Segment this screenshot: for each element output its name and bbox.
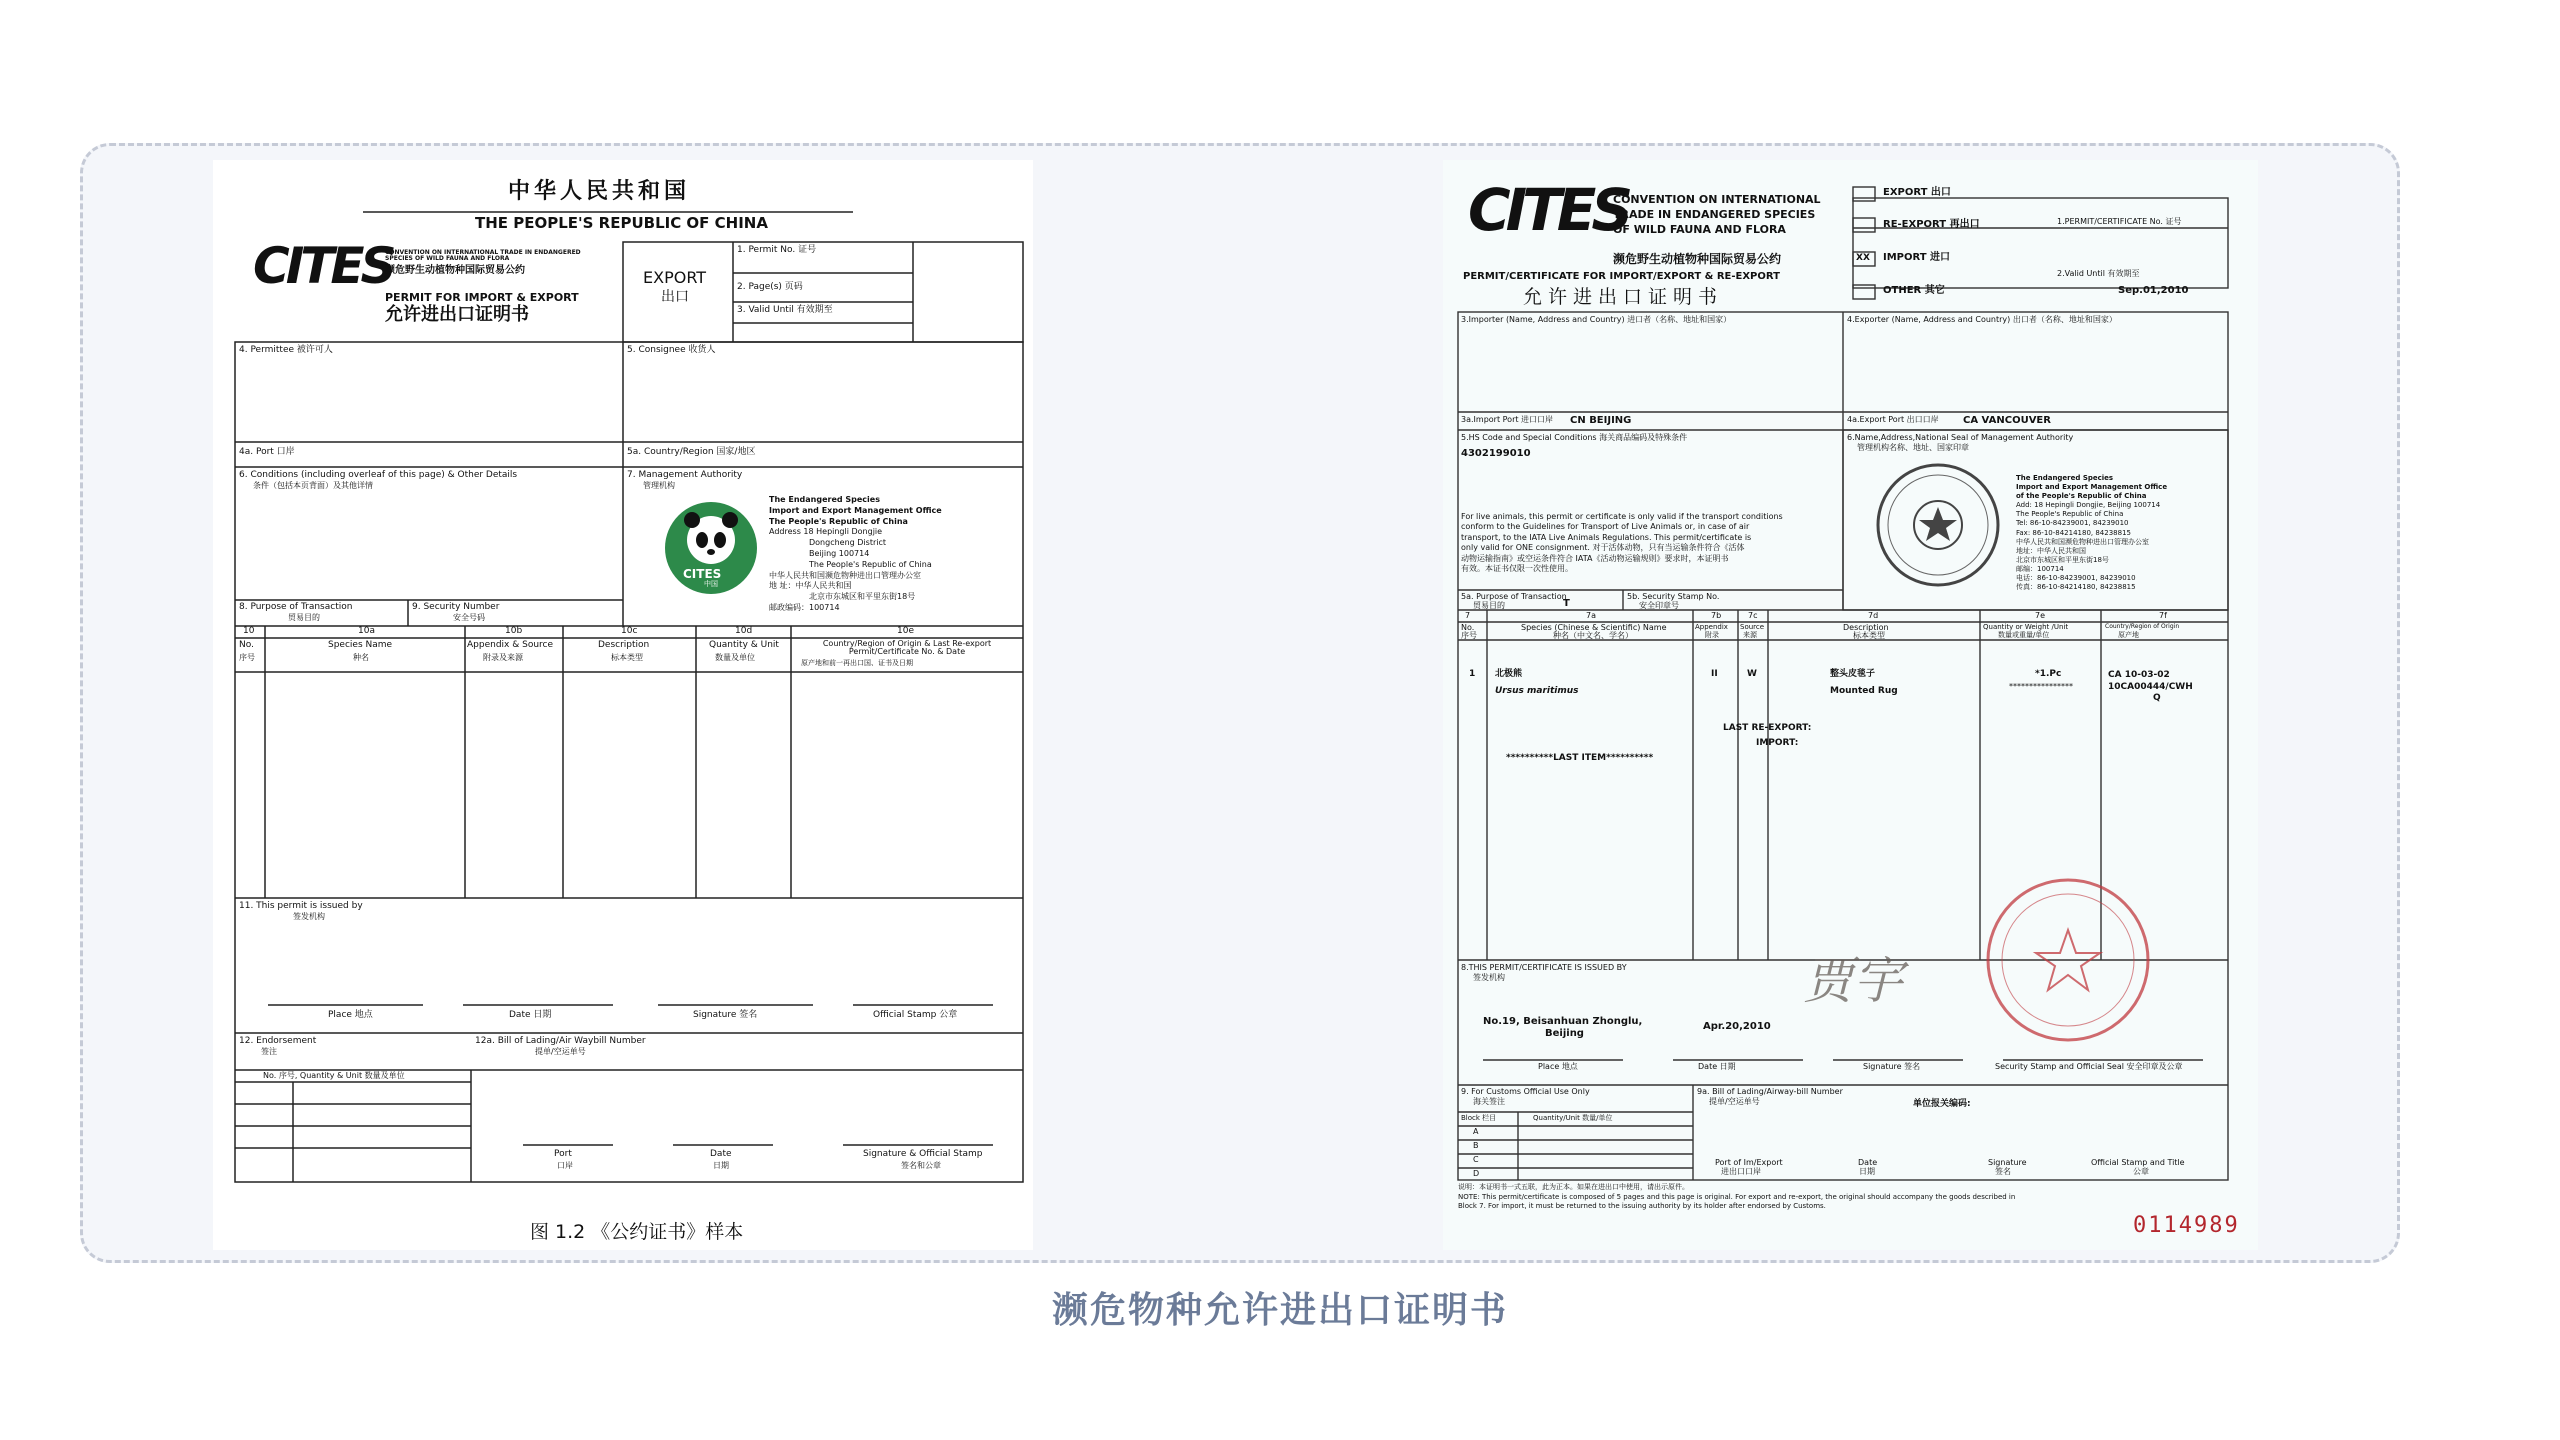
authority-line: 中华人民共和国濒危物种进出口管理办公室 [2016,537,2149,546]
last-reexport-label: LAST RE-EXPORT: [1723,723,1812,733]
col-head-no-cn: 序号 [1461,631,1477,640]
endorsement-subhead: No. 序号, Quantity & Unit 数量及单位 [263,1071,405,1080]
sig-signature: Signature 签名 [693,1010,758,1020]
col-head-no-cn: 序号 [239,653,255,662]
field-importer: 3.Importer (Name, Address and Country) 进口者（名称、地址和国家） [1461,315,1732,324]
field-issued-by: 11. This permit is issued by [239,901,363,911]
sig-official-seal: Security Stamp and Official Seal 安全印章及公章 [1995,1062,2183,1071]
bottom-date: Date [1858,1158,1878,1167]
authority-line: 地 址：中华人民共和国 [769,581,852,591]
col-head-appendix-cn: 附录 [1705,631,1719,639]
issue-address [1483,1016,1642,1040]
export-label-cn: 出口 [661,289,689,305]
row-origin-line: CA 10-03-02 [2108,670,2170,680]
authority-line: The People's Republic of China [2016,510,2124,519]
bottom-signature-stamp-cn: 签名和公章 [901,1161,941,1170]
field-security-stamp-cn: 安全印章号 [1639,601,1679,610]
option-import: IMPORT 进口 [1883,252,1951,263]
condition-line: For live animals, this permit or certificate is only valid if the transport conditions [1461,512,1783,521]
valid-until-value: Sep.01,2010 [2118,285,2189,296]
sig-date: Date 日期 [509,1010,552,1020]
field-port: 4a. Port 口岸 [239,447,295,457]
authority-line: 传真：86-10-84214180, 84238815 [2016,583,2136,592]
col-head-quantity-cn: 数量及单位 [715,653,755,662]
authority-line: The Endangered Species [2016,474,2114,482]
condition-line: 有效。本证书仅限一次性使用。 [1461,563,1573,573]
agency-cn: 濒危野生动植物种国际贸易公约 [1613,252,1782,266]
col-head-quantity: Quantity & Unit [709,640,779,650]
import-port-value: CN BEIJING [1570,415,1632,426]
field-conditions: 6. Conditions (including overleaf of this page) & Other Details [239,470,518,480]
convention-en: CONVENTION ON INTERNATIONAL TRADE IN ENDANGERED SPECIES OF WILD FAUNA AND FLORA [385,249,581,263]
block-label: Block 栏目 [1461,1114,1497,1122]
row-quantity: *1.Pc [2035,669,2062,679]
col-head-species: Species Name [328,640,393,650]
quantity-unit-label: Quantity/Unit 数量/单位 [1533,1114,1613,1122]
convention-line: CONVENTION ON INTERNATIONAL [1613,193,1821,206]
field-bill-of-lading: 12a. Bill of Lading/Air Waybill Number [475,1036,646,1046]
footer-note-cn: 说明：本证明书一式五联，此为正本。如果在进出口中使用，请出示原件。 [1458,1183,1689,1191]
col-head-appendix-cn: 附录及来源 [483,653,523,662]
col-num: 7b [1711,611,1722,620]
condition-line: transport, to the IATA Live Animals Regulations. This permit/certificate is [1461,532,1752,542]
bottom-port-cn: 口岸 [557,1161,573,1170]
field-permit-no: 1.PERMIT/CERTIFICATE No. 证号 [2057,217,2182,226]
panda-emblem-label: CITES [683,567,722,581]
cites-logo: CITES [1468,176,1629,244]
field-customs: 9. For Customs Official Use Only [1461,1087,1590,1096]
col-num: 7d [1868,611,1879,620]
agency-cn: 濒危野生动植物种国际贸易公约 [385,265,525,276]
field-management-authority-cn: 管理机构名称、地址、国家印章 [1857,443,1969,452]
row-no: 1 [1469,669,1476,679]
field-valid-until: 3. Valid Until 有效期至 [737,305,833,315]
authority-line: Add: 18 Hepingli Dongjie, Beijing 100714 [2016,501,2161,510]
field-exporter: 4.Exporter (Name, Address and Country) 出口者（名称、地址和国家） [1847,315,2117,324]
field-bill-of-lading-cn: 提单/空运单号 [1709,1097,1760,1106]
field-hs-code: 5.HS Code and Special Conditions 海关商品编码及特殊条件 [1461,433,1688,442]
hs-code-value: 4302199010 [1461,448,1531,459]
block-letter: B [1473,1141,1479,1150]
field-import-port: 3a.Import Port 进口口岸 [1461,415,1554,424]
issue-date-value: Apr.20,2010 [1703,1021,1771,1032]
authority-line: Import and Export Management Office [2016,483,2168,492]
bottom-official-stamp: Official Stamp and Title [2091,1158,2185,1167]
field-purpose-cn: 贸易目的 [288,613,320,622]
authority-line: 电话：86-10-84239001, 84239010 [2016,574,2136,583]
col-head-appendix: Appendix & Source [467,640,554,650]
col-num: 7c [1748,611,1758,620]
authority-line: The People's Republic of China [769,516,908,526]
authority-line: Import and Export Management Office [769,505,942,515]
export-port-value: CA VANCOUVER [1963,415,2051,426]
sig-signature: Signature 签名 [1863,1062,1921,1071]
country-title-en: THE PEOPLE'S REPUBLIC OF CHINA [475,214,768,232]
bottom-signature: Signature [1988,1158,2027,1167]
col-head-origin: Country/Region of Origin & Last Re-export Permit/Certificate No. & Date [822,639,992,657]
field-export-port: 4a.Export Port 出口口岸 [1847,415,1939,424]
col-head-species: Species (Chinese & Scientific) Name [1521,623,1667,632]
field-endorsement-cn: 签注 [261,1047,277,1056]
issue-address-line: No.19, Beisanhuan Zhonglu, [1483,1016,1643,1027]
row-description-cn: 整头皮毯子 [1830,669,1876,679]
col-head-description: Description [598,640,650,650]
field-management-authority-cn: 管理机构 [643,481,675,490]
footer-note-line: NOTE: This permit/certificate is composed of 5 pages and this page is original. For export and re-export, the original should accompany the goods described in [1458,1193,2016,1201]
field-customs-cn: 海关签注 [1473,1097,1505,1106]
import-label: IMPORT: [1756,738,1799,748]
condition-line: 动物运输指南》或空运条件符合 IATA《活动物运输规则》要求时，本证明书 [1461,553,1729,563]
col-head-description: Description [1843,623,1889,632]
field-permittee: 4. Permittee 被许可人 [239,345,333,355]
authority-line: 邮政编码：100714 [769,602,840,612]
row-species-cn: 北极熊 [1495,669,1523,679]
col-head-description-cn: 标本类型 [611,653,643,662]
bottom-date-cn: 日期 [1859,1167,1875,1176]
issued-permit-document [1443,160,2258,1250]
authority-line: 北京市东城区和平里东街18号 [809,592,916,602]
authority-line: Dongcheng District [809,538,887,548]
col-head-no: No. [239,640,254,650]
field-purpose: 5a. Purpose of Transaction [1461,592,1567,601]
block-letter: C [1473,1155,1479,1164]
field-issued-by-cn: 签发机构 [293,912,325,921]
field-consignee: 5. Consignee 收货人 [627,345,716,355]
col-head-origin-cn: 原产地和前一再出口国、证书及日期 [801,659,913,667]
field-management-authority: 7. Management Authority [627,470,743,480]
authority-address [2016,474,2167,592]
form-grid-lines [213,160,1033,1250]
cites-logo: CITES [253,237,393,295]
condition-line: conform to the Guidelines for Transport of Live Animals or, in case of air [1461,522,1750,532]
col-num: 10b [505,626,523,636]
figure-caption-main: 濒危物种允许进出口证明书 [1051,1290,1508,1331]
bottom-port: Port [554,1149,572,1159]
footer-note-en [1458,1193,2248,1211]
bottom-date-cn: 日期 [713,1161,729,1170]
field-management-authority: 6.Name,Address,National Seal of Management Authority [1847,433,2074,442]
bottom-official-stamp-cn: 公章 [2133,1167,2149,1176]
serial-number: 0114989 [2133,1213,2240,1238]
field-security-stamp: 5b. Security Stamp No. [1627,592,1720,601]
option-export: EXPORT 出口 [1883,187,1951,198]
col-num: 7 [1465,611,1471,620]
authority-line: 地址：中华人民共和国 [2016,546,2086,555]
col-head-species-cn: 种名 [353,653,369,662]
permit-title-cn: 允许进出口证明书 [1523,286,1724,308]
authority-line: 邮编：100714 [2016,564,2064,573]
sig-place: Place 地点 [1538,1062,1578,1071]
col-head-origin-cn: 原产地 [2118,631,2139,639]
col-head-species-cn: 种名（中文名、学名） [1553,631,1633,640]
figure-caption: 图 1.2 《公约证书》样本 [530,1221,744,1243]
permit-title-cn: 允许进出口证明书 [385,304,529,325]
authority-line: Address 18 Hepingli Dongjie [769,527,883,537]
field-issued-by-cn: 签发机构 [1473,973,1505,982]
col-head-quantity: Quantity or Weight /Unit [1983,623,2069,631]
col-head-appendix: Appendix [1695,623,1728,631]
field-purpose-cn: 贸易目的 [1473,601,1505,610]
bottom-signature-cn: 签名 [1995,1167,2011,1176]
col-num: 10c [621,626,638,636]
field-security-number-cn: 安全号码 [453,613,485,622]
row-origin [2108,670,2193,705]
authority-address [769,495,942,614]
field-endorsement: 12. Endorsement [239,1036,317,1046]
row-description-en: Mounted Rug [1830,686,1898,696]
field-country-region: 5a. Country/Region 国家/地区 [627,447,756,457]
sample-permit-document [213,160,1033,1250]
issue-address-line: Beijing [1545,1028,1584,1039]
col-head-quantity-cn: 数量或重量/单位 [1998,631,2050,639]
sig-official-stamp: Official Stamp 公章 [873,1010,958,1020]
row-origin-line: Q [2153,693,2161,704]
authority-line: Fax: 86-10-84214180, 84238815 [2016,528,2131,537]
authority-line: of the People's Republic of China [2016,492,2147,501]
option-other: OTHER 其它 [1883,285,1945,296]
col-head-source-cn: 来源 [1743,631,1757,639]
col-head-source: Source [1740,623,1765,631]
col-head-description-cn: 标本类型 [1853,631,1885,640]
export-label: EXPORT [643,268,707,287]
authority-line: The People's Republic of China [809,559,932,569]
row-source: W [1747,669,1757,679]
field-security-number: 9. Security Number [412,602,500,612]
customs-code-label: 单位报关编码: [1913,1099,1971,1109]
field-bill-of-lading-cn: 提单/空运单号 [535,1047,586,1056]
block-letter: D [1473,1169,1480,1178]
col-num: 10d [735,626,753,636]
col-num: 10 [243,626,255,636]
convention-line: OF WILD FAUNA AND FLORA [1613,222,1786,236]
col-num: 10e [897,626,914,636]
bottom-date: Date [710,1149,732,1159]
permit-title-en: PERMIT/CERTIFICATE FOR IMPORT/EXPORT & RE-EXPORT [1463,271,1780,282]
field-bill-of-lading: 9a. Bill of Lading/Airway-bill Number [1697,1087,1843,1096]
footer-note-line: Block 7. For import, it must be returned to the issuing authority by its holder after endorsed by Customs. [1458,1201,1826,1210]
bottom-port-cn: 进出口口岸 [1721,1167,1761,1176]
row-species-scientific: Ursus maritimus [1495,686,1579,696]
row-origin-line: 10CA00444/CWH [2108,681,2193,692]
field-valid-until: 2.Valid Until 有效期至 [2057,269,2140,278]
authority-line: Beijing 100714 [809,548,870,558]
purpose-value: T [1563,598,1570,609]
import-checked-mark: XX [1856,253,1870,263]
col-head-origin: Country/Region of Origin [2105,623,2180,630]
convention-en [1613,193,1821,238]
bottom-signature-stamp: Signature & Official Stamp [863,1149,983,1159]
bottom-port: Port of Im/Export [1715,1158,1783,1167]
col-num: 7a [1586,611,1596,620]
field-issued-by: 8.THIS PERMIT/CERTIFICATE IS ISSUED BY [1461,963,1627,972]
authority-line: The Endangered Species [769,495,880,504]
last-item-marker: **********LAST ITEM********** [1506,753,1654,763]
authority-line: Tel: 86-10-84239001, 84239010 [2016,519,2129,528]
col-num: 10a [358,626,375,636]
col-num: 7e [2035,611,2046,620]
option-re-export: RE-EXPORT 再出口 [1883,219,1980,230]
authority-line: 中华人民共和国濒危物种进出口管理办公室 [769,570,921,580]
col-num: 7f [2159,611,2167,620]
sig-date: Date 日期 [1698,1062,1736,1071]
field-permit-no: 1. Permit No. 证号 [737,245,817,255]
field-conditions-cn: 条件（包括本页背面）及其他详情 [253,481,373,490]
row-appendix: II [1711,669,1718,679]
panda-emblem-sub: 中国 [704,580,718,588]
field-purpose: 8. Purpose of Transaction [239,602,353,612]
col-head-no: No. [1461,623,1475,632]
authority-line: 北京市东城区和平里东街18号 [2016,555,2109,564]
sig-place: Place 地点 [328,1010,373,1020]
convention-line: TRADE IN ENDANGERED SPECIES [1613,207,1816,221]
field-pages: 2. Page(s) 页码 [737,282,803,292]
transport-conditions [1461,512,1783,574]
condition-line: only valid for ONE consignment. 对于活体动物，只有当运输条件符合《活体 [1461,543,1745,553]
block-letter: A [1473,1127,1479,1136]
handwritten-signature: 贾宇 [1803,952,1903,1010]
row-quantity-fill: **************** [2009,682,2073,691]
permit-title-en: PERMIT FOR IMPORT & EXPORT [385,291,579,304]
country-title-cn: 中华人民共和国 [508,179,691,204]
